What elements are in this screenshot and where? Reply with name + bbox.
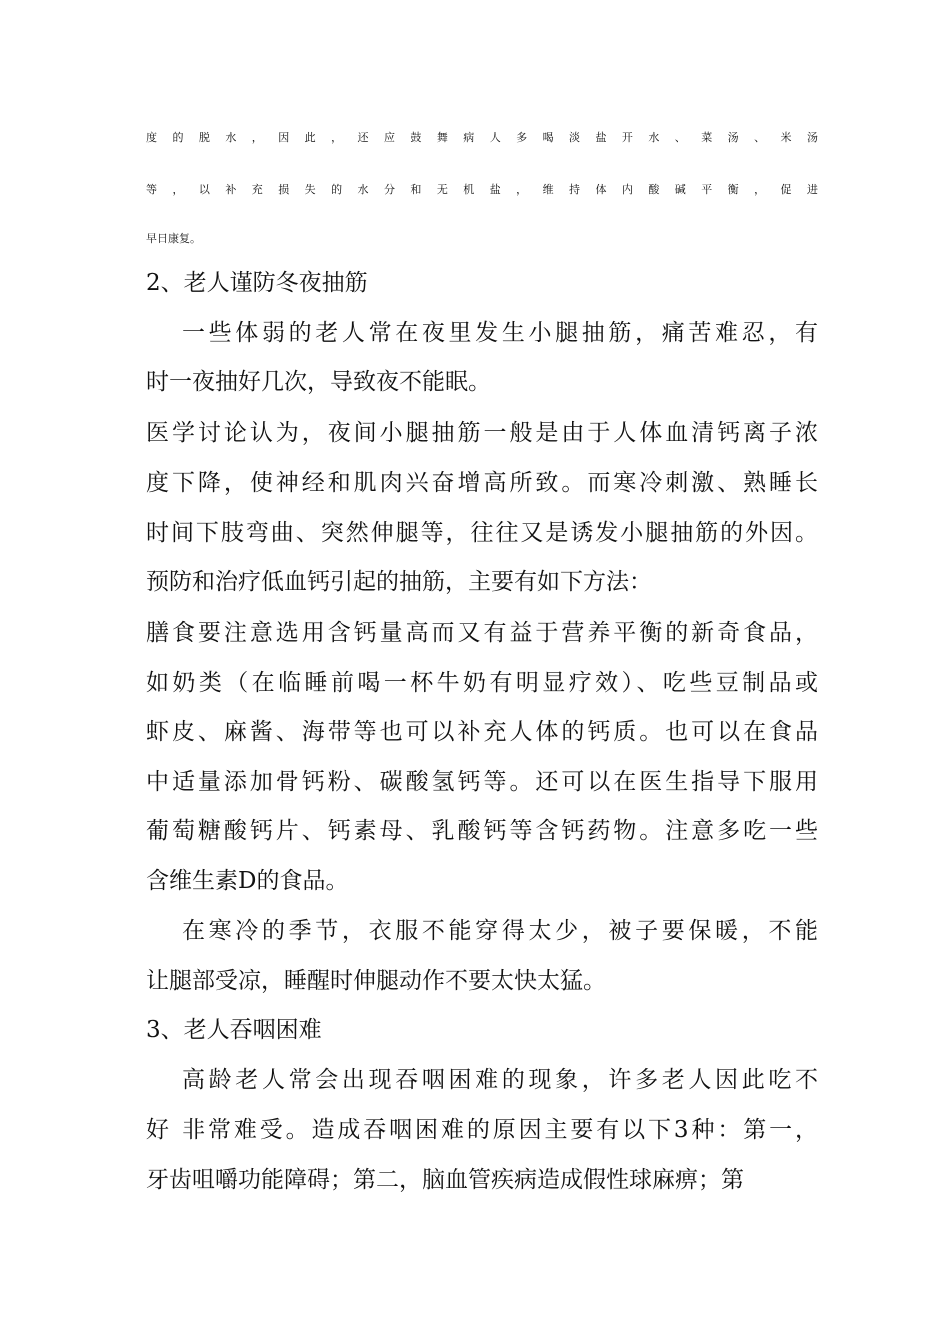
section-heading: 3、老人吞咽困难 bbox=[146, 1017, 322, 1043]
text-line: 等，以补充损失的水分和无机盐，维持体内酸碱平衡，促进 bbox=[146, 183, 818, 196]
text-line: 早日康复。 bbox=[146, 232, 201, 245]
text-line: 含维生素D的食品。 bbox=[146, 868, 349, 894]
text-line: 高龄老人常会出现吞咽困难的现象，许多老人因此吃不 bbox=[182, 1067, 818, 1093]
text-line: 葡萄糖酸钙片、钙素母、乳酸钙等含钙药物。注意多吃一些 bbox=[146, 818, 818, 844]
text-line: 在寒冷的季节，衣服不能穿得太少，被子要保暖，不能 bbox=[182, 918, 818, 944]
text-line: 虾皮、麻酱、海带等也可以补充人体的钙质。也可以在食品 bbox=[146, 719, 818, 745]
text-line: 度的脱水，因此，还应鼓舞病人多喝淡盐开水、菜汤、米汤 bbox=[146, 131, 818, 144]
text-line: 如奶类（在临睡前喝一杯牛奶有明显疗效）、吃些豆制品或 bbox=[146, 670, 818, 696]
text-line: 牙齿咀嚼功能障碍；第二，脑血管疾病造成假性球麻痹；第 bbox=[146, 1167, 744, 1193]
text-line: 度下降，使神经和肌肉兴奋增高所致。而寒冷刺激、熟睡长 bbox=[146, 470, 818, 496]
text-line: 预防和治疗低血钙引起的抽筋，主要有如下方法： bbox=[146, 569, 652, 595]
text-line: 让腿部受凉，睡醒时伸腿动作不要太快太猛。 bbox=[146, 968, 606, 994]
text-line: 膳食要注意选用含钙量高而又有益于营养平衡的新奇食品， bbox=[146, 620, 818, 646]
text-line: 一些体弱的老人常在夜里发生小腿抽筋，痛苦难忍，有 bbox=[182, 320, 818, 346]
text-line: 医学讨论认为，夜间小腿抽筋一般是由于人体血清钙离子浓 bbox=[146, 420, 818, 446]
text-line: 好 非常难受。造成吞咽困难的原因主要有以下3种：第一， bbox=[146, 1117, 818, 1143]
text-line: 时一夜抽好几次，导致夜不能眠。 bbox=[146, 369, 491, 395]
section-heading: 2、老人谨防冬夜抽筋 bbox=[146, 270, 368, 296]
text-line: 中适量添加骨钙粉、碳酸氢钙等。还可以在医生指导下服用 bbox=[146, 769, 818, 795]
text-line: 时间下肢弯曲、突然伸腿等，往往又是诱发小腿抽筋的外因。 bbox=[146, 520, 818, 546]
